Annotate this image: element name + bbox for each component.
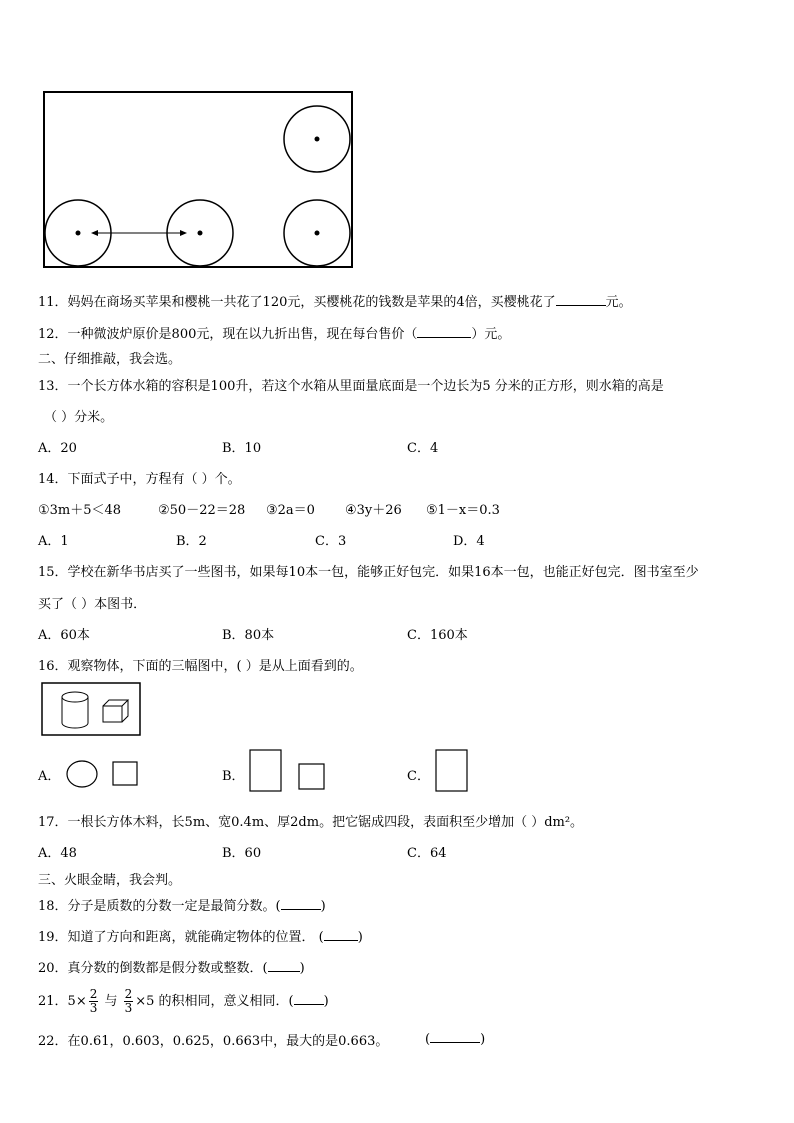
q14-formula-3: ③2a＝0 xyxy=(266,503,315,518)
q12-unit: ）元。 xyxy=(471,327,511,342)
q16-option-shapes xyxy=(0,745,794,800)
section-3-heading: 三、火眼金睛，我会判。 xyxy=(38,873,182,888)
q19-text: 知道了方向和距离，就能确定物体的位置． ( xyxy=(67,930,324,945)
q22-open: ( xyxy=(425,1032,431,1047)
q20-text: 真分数的倒数都是假分数或整数．( xyxy=(67,961,268,976)
q20-close: ) xyxy=(299,961,305,976)
q12-answer-blank[interactable] xyxy=(417,325,471,338)
q18-close: ) xyxy=(320,899,326,914)
question-11 xyxy=(38,291,632,310)
q21-post: ×5 的积相同，意义相同．( xyxy=(135,994,294,1009)
diagram-frame xyxy=(44,92,352,267)
q14-formula-1: ①3m＋5＜48 xyxy=(38,503,122,518)
circle-top-right-center xyxy=(315,137,320,142)
q12-number: 12． xyxy=(38,327,68,342)
q17-option-c[interactable]: C．64 xyxy=(407,846,447,861)
q21-fraction-2 xyxy=(124,988,134,1015)
q18-number: 18． xyxy=(38,899,68,914)
option-a-circle-shape xyxy=(67,761,97,787)
q15-option-b[interactable]: B．80本 xyxy=(222,628,275,643)
question-19 xyxy=(38,926,363,945)
q22-number: 22． xyxy=(38,1034,68,1049)
q16-option-a-label[interactable]: A． xyxy=(38,769,61,784)
cube-icon xyxy=(103,700,128,722)
option-a-square-shape xyxy=(113,762,137,785)
q17-option-a[interactable]: A．48 xyxy=(38,846,77,861)
circle-bottom-middle-center xyxy=(198,231,203,236)
circles-diagram xyxy=(0,0,794,280)
q21-fraction-1 xyxy=(89,988,99,1015)
q18-answer-blank[interactable] xyxy=(281,897,321,910)
q19-answer-blank[interactable] xyxy=(324,928,358,941)
option-b-tall-rect-shape xyxy=(250,750,281,791)
q16-objects-frame xyxy=(42,683,140,735)
q16-number: 16． xyxy=(38,659,68,674)
q22-text: 在0.61，0.603，0.625，0.663中，最大的是0.663。 xyxy=(67,1034,389,1049)
q13-number: 13． xyxy=(38,379,68,394)
q20-answer-blank[interactable] xyxy=(268,959,300,972)
q22-answer-area xyxy=(425,1030,485,1047)
q15-option-a[interactable]: A．60本 xyxy=(38,628,90,643)
option-b-square-shape xyxy=(299,764,324,789)
question-14 xyxy=(38,468,241,487)
cylinder-icon xyxy=(62,692,88,728)
section-2-heading: 二、仔细推敲，我会选。 xyxy=(38,352,182,367)
q11-unit: 元。 xyxy=(605,295,632,310)
q13-text-line2: （ ）分米。 xyxy=(44,410,114,425)
q11-text: 妈妈在商场买苹果和樱桃一共花了120元，买樱桃花的钱数是苹果的4倍，买樱桃花了 xyxy=(67,295,556,310)
q15-number: 15． xyxy=(38,565,68,580)
question-12 xyxy=(38,323,510,342)
q15-option-c[interactable]: C．160本 xyxy=(407,628,468,643)
question-13 xyxy=(38,375,664,394)
q21-frac1-denominator: 3 xyxy=(89,1001,98,1015)
q21-frac2-numerator: 2 xyxy=(124,987,133,1001)
question-16 xyxy=(38,655,363,674)
q17-number: 17． xyxy=(38,815,68,830)
q21-frac2-denominator: 3 xyxy=(124,1001,133,1015)
question-22 xyxy=(38,1030,388,1049)
q22-answer-blank[interactable] xyxy=(430,1030,480,1043)
q14-formula-5: ⑤1－x＝0.3 xyxy=(426,503,500,518)
q14-number: 14． xyxy=(38,472,68,487)
question-18 xyxy=(38,895,326,914)
q14-formula-2: ②50－22＝28 xyxy=(158,503,246,518)
q11-number: 11． xyxy=(38,295,68,310)
q16-text: 观察物体，下面的三幅图中，( ）是从上面看到的。 xyxy=(67,659,363,674)
question-15 xyxy=(38,561,699,580)
q15-text-line1: 学校在新华书店买了一些图书，如果每10本一包，能够正好包完．如果16本一包，也能正好包完．图书室至少 xyxy=(67,565,699,580)
q12-text: 一种微波炉原价是800元，现在以九折出售，现在每台售价（ xyxy=(67,327,418,342)
q14-text: 下面式子中，方程有（ ）个。 xyxy=(67,472,241,487)
circle-bottom-left-center xyxy=(76,231,81,236)
q14-option-b[interactable]: B．2 xyxy=(176,534,207,549)
q21-mid: 与 xyxy=(100,994,122,1009)
q13-option-a[interactable]: A．20 xyxy=(38,441,77,456)
question-20 xyxy=(38,957,305,976)
q21-answer-blank[interactable] xyxy=(294,992,324,1005)
arrow-head-right xyxy=(180,230,187,236)
q16-option-c-label[interactable]: C． xyxy=(407,769,430,784)
q21-number: 21． xyxy=(38,994,68,1009)
q17-text: 一根长方体木料，长5m、宽0.4m、厚2dm。把它锯成四段，表面积至少增加（ ）dm²。 xyxy=(67,815,584,830)
q17-option-b[interactable]: B．60 xyxy=(222,846,262,861)
q18-text: 分子是质数的分数一定是最简分数。( xyxy=(67,899,281,914)
q13-option-b[interactable]: B．10 xyxy=(222,441,262,456)
q13-option-c[interactable]: C．4 xyxy=(407,441,439,456)
question-21 xyxy=(38,985,329,1019)
q16-objects-figure xyxy=(0,680,794,740)
q19-close: ) xyxy=(357,930,363,945)
q14-option-d[interactable]: D．4 xyxy=(453,534,485,549)
arrow-head-left xyxy=(91,230,98,236)
q22-close: ) xyxy=(480,1032,486,1047)
q21-pre: 5× xyxy=(67,994,87,1009)
q11-answer-blank[interactable] xyxy=(556,293,606,306)
q19-number: 19． xyxy=(38,930,68,945)
q14-option-c[interactable]: C．3 xyxy=(315,534,347,549)
question-17 xyxy=(38,811,583,830)
circle-bottom-right-center xyxy=(315,231,320,236)
q14-formula-4: ④3y＋26 xyxy=(345,503,402,518)
q21-frac1-numerator: 2 xyxy=(89,987,98,1001)
q14-option-a[interactable]: A．1 xyxy=(38,534,69,549)
option-c-tall-rect-shape xyxy=(436,750,467,791)
q13-text-line1: 一个长方体水箱的容积是100升，若这个水箱从里面量底面是一个边长为5 分米的正方形，则水箱的高是 xyxy=(67,379,664,394)
q16-option-b-label[interactable]: B． xyxy=(222,769,245,784)
q15-text-line2: 买了（ ）本图书． xyxy=(38,597,147,612)
q21-close: ) xyxy=(323,994,329,1009)
q20-number: 20． xyxy=(38,961,68,976)
